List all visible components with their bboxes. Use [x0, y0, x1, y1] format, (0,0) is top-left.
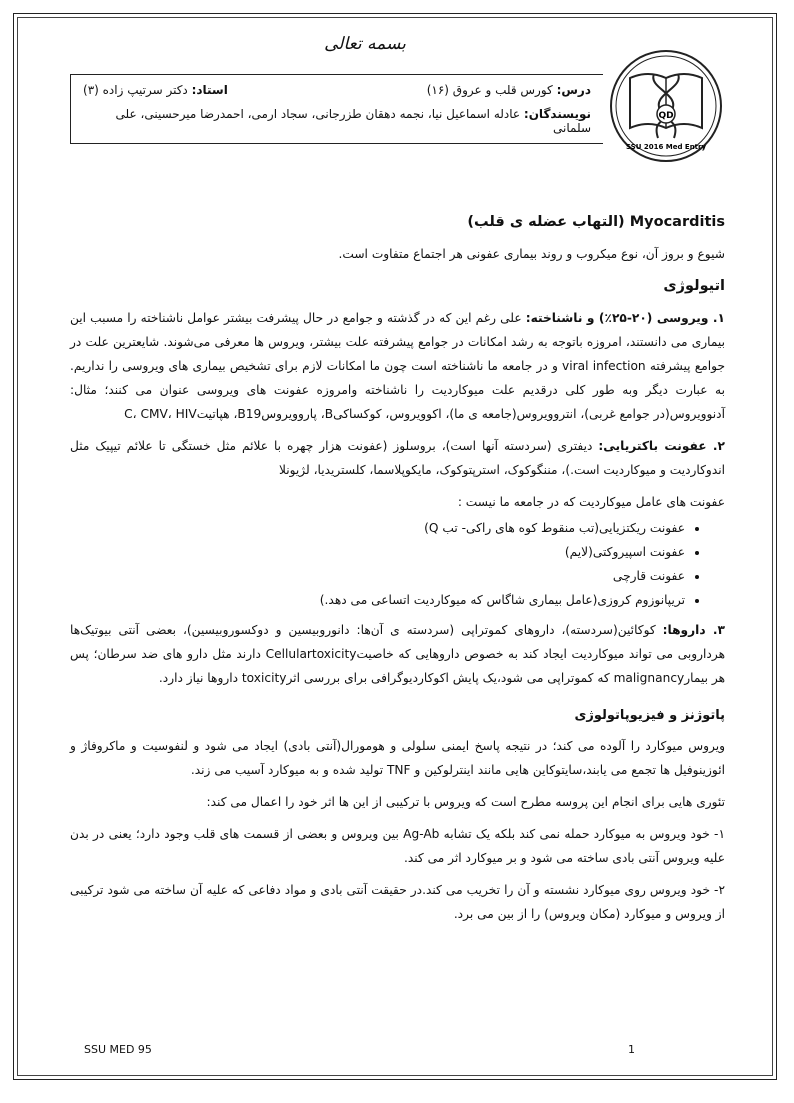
logo-mark: QD — [658, 111, 674, 121]
rare-infections-list — [70, 516, 725, 612]
list-item: • عفونت اسپیروکتی(لایم) — [70, 540, 685, 564]
rare-infections-intro: عفونت های عامل میوکاردیت که در جامعه ما نیست : — [457, 495, 725, 509]
authors-label: نویسندگان: — [523, 107, 591, 121]
bismillah-heading: بسمه تعالی — [324, 34, 406, 54]
teacher-value: دکتر سرتیپ زاده (۳) — [83, 83, 192, 97]
pathogenesis-paragraph-3: ۱- خود ویروس به میوکارد حمله نمی کند بلکه یک تشابه Ag-Ab بین ویروس و بعضی از قسمت های قلب وجود دارد؛ یعنی در بدن علیه ویروس آنتی بادی ساخته می شود و بر میوکارد اثر می کند. — [70, 827, 725, 865]
etiology-heading: اتیولوژی — [663, 278, 725, 294]
list-item: • عفونت قارچی — [70, 564, 685, 588]
bacterial-text: دیفتری (سردسته آنها است)، بروسلوز (عفونت هزار چهره با علائم مثل خستگی تا علائم تیپیک مثل اندوکاردیت و میوکاردیت است.)، مننگوکوک، استرپتوکوک، مایکوپلاسما، کلستریدیا، لژیونلا — [70, 439, 725, 477]
course-info-box — [70, 74, 603, 144]
document-body — [70, 210, 725, 934]
course-value: کورس قلب و عروق (۱۶) — [426, 83, 557, 97]
document-title: Myocarditis (التهاب عضله ی قلب) — [467, 214, 725, 230]
teacher-info — [83, 83, 228, 97]
viral-text: علی رغم این که در گذشته و جوامع در حال پیشرفت بیشتر عوامل ناشناخته را مسبب این بیماری می دانستند، امروزه باتوجه به رشد امکانات در جوامع پیشرفته علت بیشتر، ویروس ها معرفی می‌شوند. شایعترین علت در جوامع پیشرفته viral infection و در جامعه ما ناشناخته است چون ما امکانات لازم برای تشخیص بیماری های ویروسی را نداریم. به عبارت دیگر وبه طور کلی درقدیم علت میوکاردیت را ناشناخته وامروزه عفونت های ویروسی عنوان می کنند؛ مثال: آدنوویروس(در جوامع غربی)، انتروویروس(جامعه ی ما)، اکوویروس، کوکساکیB، پاروویروسB19، هپاتیتC، CMV، HIV — [70, 311, 725, 421]
pathogenesis-paragraph-4: ۲- خود ویروس روی میوکارد نشسته و آن را تخریب می کند.در حقیقت آنتی بادی و مواد دفاعی که علیه آن ساخته می شود ترکیبی از ویروس و میوکارد (مکان ویروس) را از بین می برد. — [70, 883, 725, 921]
list-item: • تریپانوزوم کروزی(عامل بیماری شاگاس که میوکاردیت اتساعی می دهد.) — [70, 588, 685, 612]
logo-caption: SSU 2016 Med Entry — [625, 143, 707, 151]
course-info — [427, 83, 591, 97]
list-item: • عفونت ریکتزیایی(تب منقوط کوه های راکی- تب Q) — [70, 516, 685, 540]
bacterial-lead: ۲. عفونت باکتریایی: — [598, 439, 725, 453]
authors-info — [83, 107, 591, 135]
viral-section — [70, 306, 725, 426]
teacher-label: استاد: — [191, 83, 228, 97]
viral-lead: ۱. ویروسی (۲۰-۲۵٪) و ناشناخته: — [525, 311, 725, 325]
pathogenesis-heading: پاتوژنز و فیزیوپاتولوژی — [574, 708, 725, 723]
authors-value: عادله اسماعیل نیا، نجمه دهقان طزرجانی، سجاد ارمی، احمدرضا میرحسینی، علی سلمانی — [115, 107, 591, 135]
intro-paragraph: شیوع و بروز آن، نوع میکروب و روند بیماری عفونی هر اجتماع متفاوت است. — [338, 247, 725, 261]
university-logo — [608, 48, 724, 164]
pathogenesis-paragraph-1: ویروس میوکارد را آلوده می کند؛ در نتیجه پاسخ ایمنی سلولی و هومورال(آنتی بادی) ایجاد می شود و لنفوسیت و ماکروفاژ و ائوزینوفیل ها تجمع می یابند،سایتوکاین هایی مانند اینترلوکین و TNF تولید شده و به میوکارد آسیب می زند. — [70, 739, 725, 777]
drugs-lead: ۳. داروها: — [662, 623, 725, 637]
bacterial-section — [70, 434, 725, 482]
pathogenesis-paragraph-2: تئوری هایی برای انجام این پروسه مطرح است که ویروس با ترکیبی از این ها اثر خود را اعمال می کند: — [206, 795, 725, 809]
page-number: 1 — [628, 1043, 635, 1056]
course-label: درس: — [556, 83, 591, 97]
drugs-section — [70, 618, 725, 690]
drugs-text: کوکائین(سردسته)، داروهای کموتراپی (سردسته ی آن‌ها: دانوروبیسین و دوکسوروبیسین)، بعضی آنتی بیوتیک‌ها هرداروبی می تواند میوکاردیت ایجاد کند به خصوص داروهایی که خاصیتCellulartoxicity دارند مثل دارو های ضد سرطان؛ پس هر بیمارmalignancy که کموتراپی می شود،یک پایش اکوکاردیوگرافی برای بررسی اثرtoxicity داروها نیاز دارد. — [70, 623, 726, 685]
footer-label: SSU MED 95 — [84, 1043, 152, 1056]
